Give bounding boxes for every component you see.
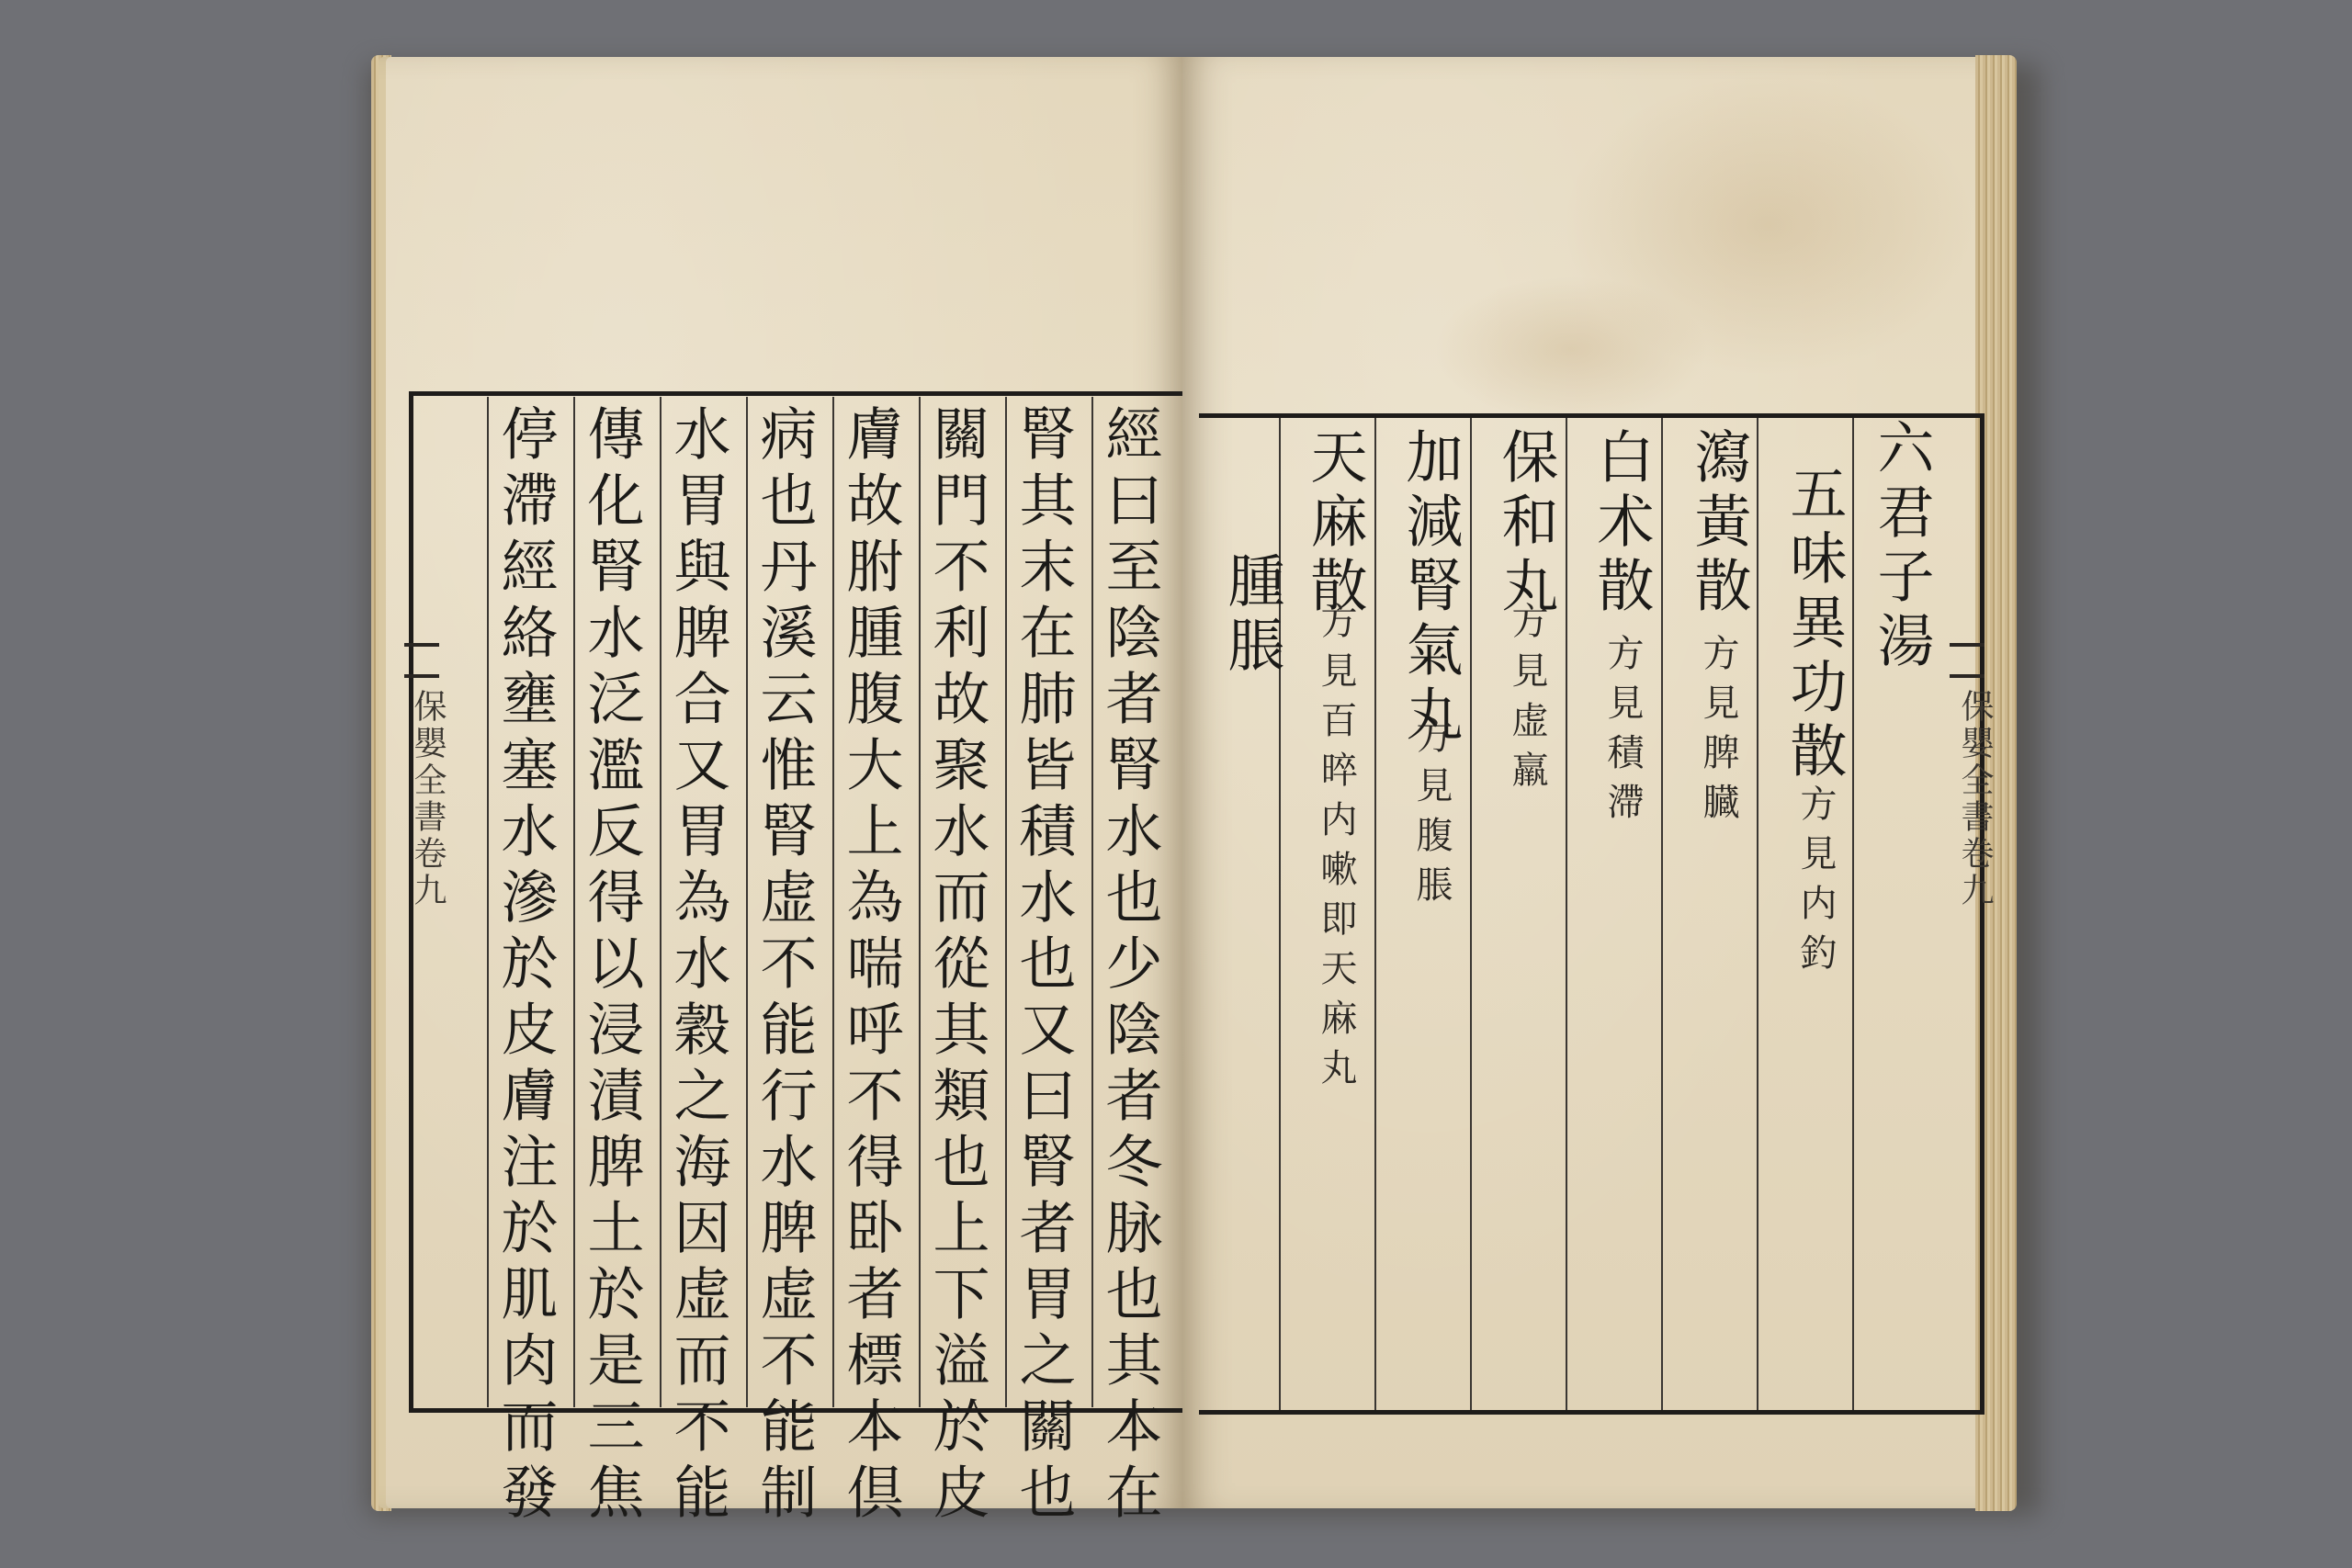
text-column: 關門不利故聚水而從其類也上下溢於皮 [923,404,990,1529]
column-rule [832,397,834,1407]
prescription-note: 方見積滯 [1601,634,1644,832]
prescription-name: 五味異功散 [1781,464,1848,785]
prescription-name: 天麻散 [1301,427,1368,620]
prescription-name: 白术散 [1588,427,1655,620]
prescription-name: 六君子湯 [1868,418,1935,675]
prescription-note: 二方見内釣 [1794,735,1837,983]
prescription-name: 加減腎氣丸 [1396,427,1464,749]
column-rule [573,397,575,1407]
fish-tail-mark [404,643,439,678]
column-rule [1091,397,1093,1407]
text-column: 腎其末在肺皆積水也又曰腎者胃之關也 [1010,404,1077,1529]
prescription-name: 保和丸 [1492,427,1559,620]
section-title: 腫脹 [1218,551,1285,680]
column-rule [487,397,489,1407]
text-column: 水胃與脾合又胃為水穀之海因虚而不能 [664,404,731,1529]
text-column: 膚故胕腫腹大上為喘呼不得卧者標本倶 [837,404,904,1529]
column-rule [1005,397,1007,1407]
text-column: 停滯經絡壅塞水滲於皮膚注於肌肉而發 [492,404,559,1529]
text-column: 經曰至陰者腎水也少陰者冬脉也其本在 [1096,404,1163,1529]
banxin-title: 保嬰全書卷九 [1956,689,1994,909]
text-column: 病也丹溪云惟腎虚不能行水脾虚不能制 [751,404,818,1529]
text-column: 傳化腎水泛濫反得以浸漬脾土於是三焦 [578,404,645,1529]
column-rule [660,397,662,1407]
prescription-name: 瀉黃散 [1685,427,1752,620]
prescription-note: 方見百晬内嗽即天麻丸 [1315,602,1357,1098]
water-stain [1433,276,1709,423]
prescription-note: 方見腹脹 [1410,716,1453,915]
fish-tail-mark [1950,643,1984,678]
column-rule [919,397,921,1407]
prescription-note: 方見脾臓 [1697,634,1739,832]
banxin-title: 保嬰全書卷九 [409,689,447,909]
prescription-note: 方見虚羸 [1506,602,1548,800]
column-rule [746,397,748,1407]
